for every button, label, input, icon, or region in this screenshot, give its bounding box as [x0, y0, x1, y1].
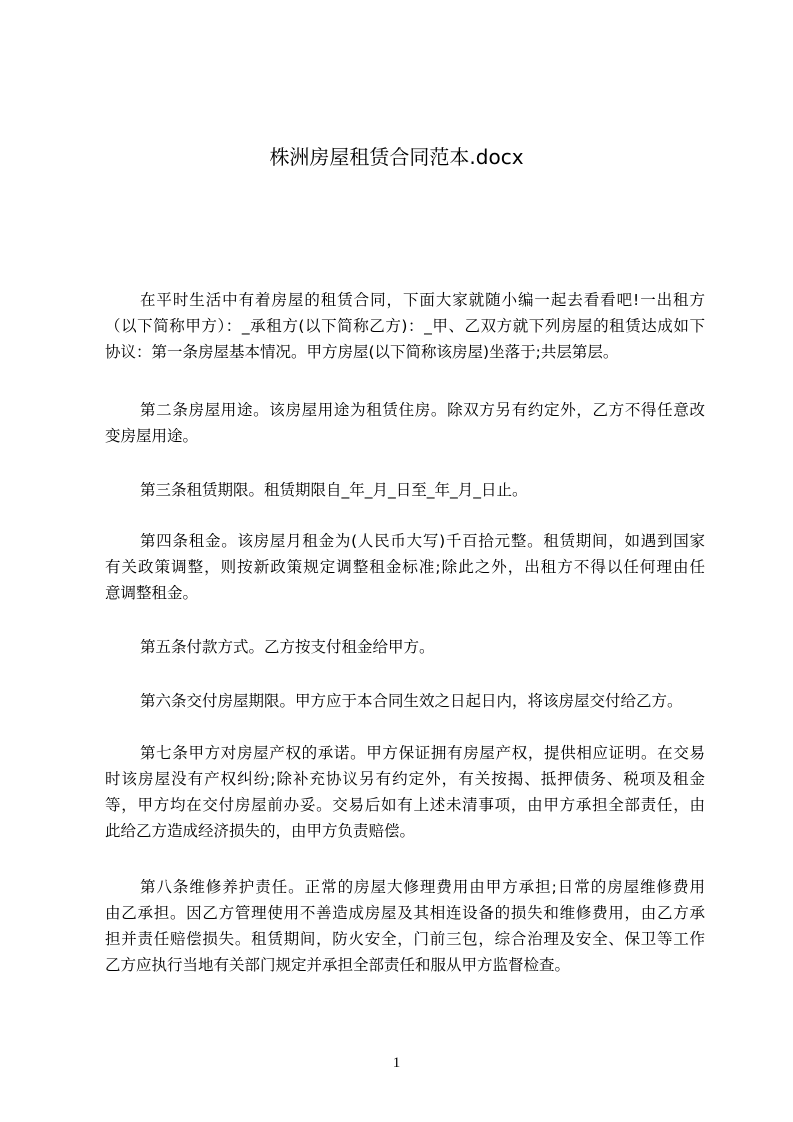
paragraph-line: 协议：第一条房屋基本情况。甲方房屋(以下简称该房屋)坐落于;共层第层。 — [105, 343, 619, 361]
paragraph-line: 第二条房屋用途。该房屋用途为租赁住房。除双方另有约定外，乙方不得任意改 — [140, 401, 705, 419]
paragraph-line: 在平时生活中有着房屋的租赁合同，下面大家就随小编一起去看看吧!一出租方 — [140, 291, 705, 309]
paragraph-line: 由乙承担。因乙方管理使用不善造成房屋及其相连设备的损失和维修费用，由乙方承 — [105, 904, 705, 922]
paragraph-line: 第三条租赁期限。租赁期限自_年_月_日至_年_月_日止。 — [140, 481, 528, 499]
paragraph-line: 时该房屋没有产权纠纷;除补充协议另有约定外，有关按揭、抵押债务、税项及租金 — [105, 770, 705, 788]
paragraph-line: 意调整租金。 — [105, 584, 199, 602]
paragraph-line: 第四条租金。该房屋月租金为(人民币大写)千百拾元整。租赁期间，如遇到国家 — [140, 532, 705, 550]
paragraph-line: 乙方应执行当地有关部门规定并承担全部责任和服从甲方监督检查。 — [105, 956, 571, 974]
paragraph-line: 此给乙方造成经济损失的，由甲方负责赔偿。 — [105, 822, 416, 840]
paragraph-line: 有关政策调整，则按新政策规定调整租金标准;除此之外，出租方不得以任何理由任 — [105, 558, 705, 576]
paragraph-line: 第六条交付房屋期限。甲方应于本合同生效之日起日内，将该房屋交付给乙方。 — [140, 692, 683, 710]
page-number: 1 — [392, 1055, 401, 1071]
paragraph-line: 第五条付款方式。乙方按支付租金给甲方。 — [140, 638, 435, 656]
paragraph-line: 第八条维修养护责任。正常的房屋大修理费用由甲方承担;日常的房屋维修费用 — [140, 878, 705, 896]
paragraph-line: 担并责任赔偿损失。租赁期间，防火安全，门前三包，综合治理及安全、保卫等工作 — [105, 930, 705, 948]
document-title: 株洲房屋租赁合同范本.docx — [269, 145, 524, 169]
paragraph-line: 第七条甲方对房屋产权的承诺。甲方保证拥有房屋产权，提供相应证明。在交易 — [140, 744, 705, 762]
paragraph-line: 变房屋用途。 — [105, 427, 199, 445]
paragraph-line: 等，甲方均在交付房屋前办妥。交易后如有上述未清事项，由甲方承担全部责任，由 — [105, 796, 705, 814]
paragraph-line: （以下简称甲方）：_承租方(以下简称乙方)：_甲、乙双方就下列房屋的租赁达成如下 — [105, 317, 705, 335]
